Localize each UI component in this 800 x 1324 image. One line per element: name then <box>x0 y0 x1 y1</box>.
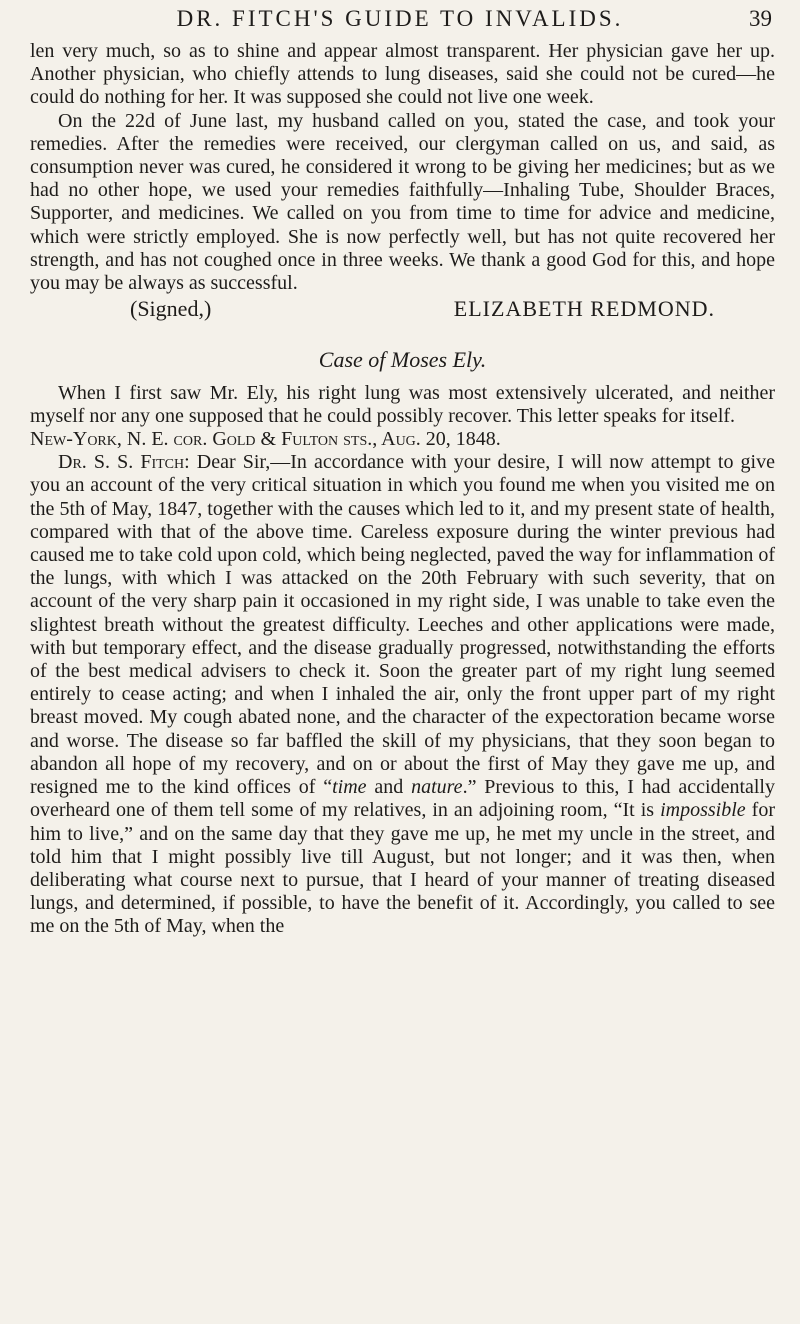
emphasis-nature: nature <box>411 776 463 799</box>
salutation: Dr. S. S. Fitch <box>58 451 185 474</box>
body-part-3: .” Previous to this, I had accidentally overheard one of them tell some of my relatives, in an adjoining room, “It is <box>30 776 775 822</box>
page-number: 39 <box>749 6 772 31</box>
letter-dateline: New-York, N. E. cor. Gold & Fulton sts., Aug. 20, 1848. <box>30 428 501 451</box>
signature-line <box>30 297 775 320</box>
body-part-2: and <box>366 776 412 799</box>
body-part-4: for him to live,” and on the same day that they gave me up, he met my uncle in the street, and told him that I might possibly live till August, but not longer; and it was then, when deliberating what course next to pursue, that I heard of your manner of treating diseased lungs, and determined, if possible, to have the benefit of it. Accordingly, you called to see me on the 5th of May, when the <box>30 799 775 938</box>
page-header <box>0 6 800 40</box>
emphasis-impossible: impossible <box>660 799 746 822</box>
signer-name: ELIZABETH REDMOND. <box>453 296 715 322</box>
signed-label: (Signed,) <box>130 296 212 322</box>
case-title: Case of Moses Ely. <box>318 347 487 373</box>
body-part-1: : Dear Sir,—In accordance with your desire, I will now attempt to give you an account of the very critical situation in which you found me when you visited me on the 5th of May, 1847, together with the causes which led to it, and my present state of health, compared with that of the above time. Careless exposure during the winter previous had caused me to take cold upon cold, which being neglected, paved the way for inflammation of the lungs, with which I was attacked on the 20th February with such severity, that on account of the very sharp pain it occasioned in my right side, I was unable to take even the slightest breath without the greatest difficulty. Leeches and other applications were made, with but temporary effect, and the disease gradually progressed, notwithstanding the efforts of the best medical advisers to check it. Soon the greater part of my right lung seemed entirely to cease acting; and when I inhaled the air, only the front upper part of my right breast moved. My cough abated none, and the character of the expectoration became worse and worse. The disease so far baffled the skill of my physicians, that they soon began to abandon all hope of my recovery, and on or about the first of May they gave me up, and resigned me to the kind offices of “ <box>30 451 775 799</box>
running-head: DR. FITCH'S GUIDE TO INVALIDS. <box>176 6 624 31</box>
letter-paragraph-1: len very much, so as to shine and appear almost transparent. Her physician gave her up. Another physician, who chiefly attends to lung diseases, said she could not be cured—he could do nothing for her. It was supposed she could not live one week. <box>30 40 775 109</box>
case-intro: When I first saw Mr. Ely, his right lung was most extensively ulcerated, and neither myself nor any one supposed that he could possibly recover. This letter speaks for itself. <box>30 381 775 427</box>
body-text <box>30 40 775 939</box>
letter-body <box>30 451 775 938</box>
emphasis-time: time <box>332 776 367 799</box>
letter-paragraph-2: On the 22d of June last, my husband called on you, stated the case, and took your remedies. After the remedies were received, our clergyman called on us, and said, as consumption never was cured, he considered it wrong to be giving her medicines; but as we had no other hope, we used your remedies faithfully—Inhaling Tube, Shoulder Braces, Supporter, and medicines. We called on you from time to time for advice and medicine, which were strictly employed. She is now perfectly well, but has not quite recovered her strength, and has not coughed once in three weeks. We thank a good God for this, and hope you may be always as successful. <box>30 109 775 295</box>
